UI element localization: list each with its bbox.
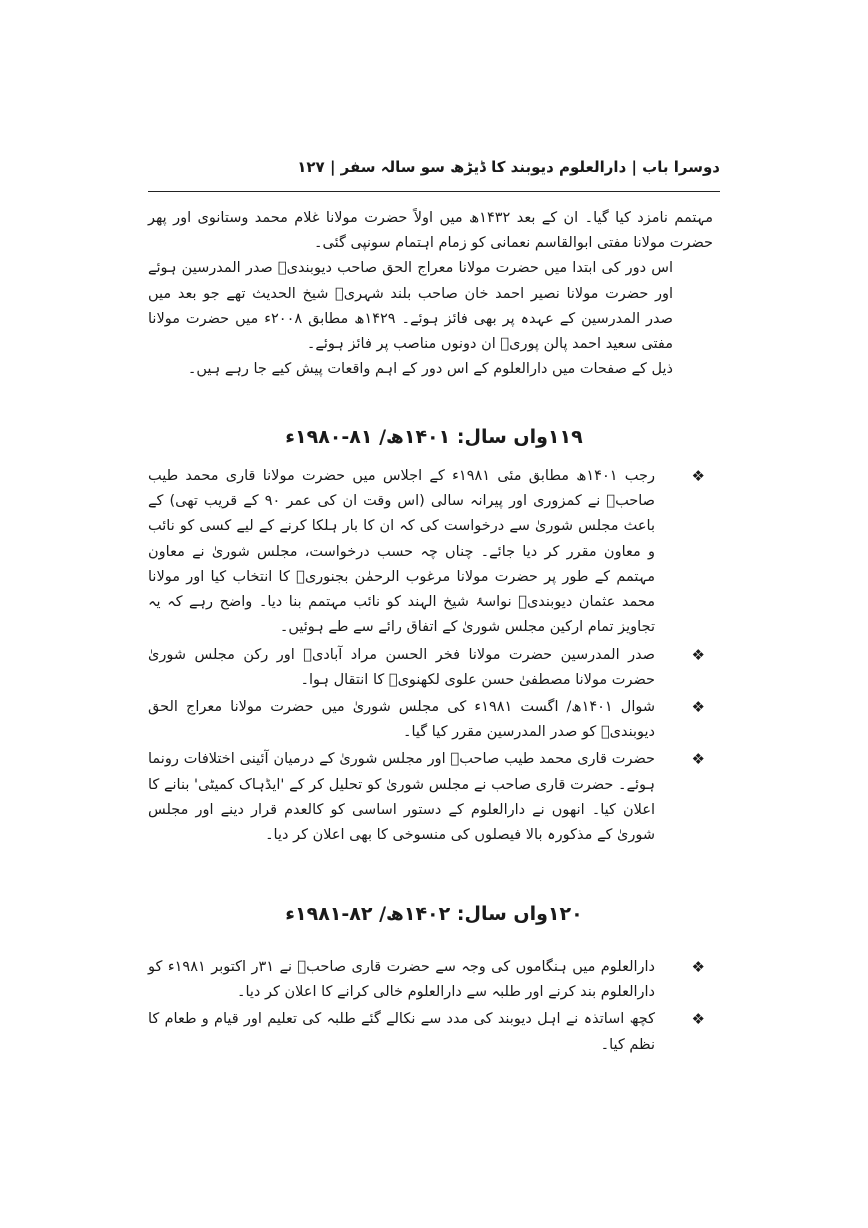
section-120-list — [148, 955, 713, 1060]
bullet-icon: ❖ — [691, 697, 705, 716]
list-item — [148, 955, 713, 1005]
list-item-text: شوال ۱۴۰۱ھ/ اگست ۱۹۸۱ء کی مجلس شوریٰ میں حضرت مولانا معراج الحق دیوبندیؒ کو صدر المدرسین مقرر کیا گیا۔ — [148, 698, 655, 741]
list-item-text: کچھ اساتذہ نے اہل دیوبند کی مدد سے نکالے گئے طلبہ کی تعلیم اور قیام و طعام کا نظم کیا۔ — [148, 1011, 655, 1053]
section-119-list — [148, 464, 713, 850]
list-item-text: رجب ۱۴۰۱ھ مطابق مئی ۱۹۸۱ء کے اجلاس میں حضرت مولانا قاری محمد طیب صاحبؒ نے کمزوری اور پیرانہ سالی (اس وقت ان کی عمر ۹۰ کے قریب تھی) کے باعث مجلس شوریٰ سے درخواست کی کہ ان کا بار ہلکا کرنے کے لیے کسی کو نائب و معاون مقرر کر دیا جائے۔ چناں چہ حسب درخواست، مجلس شوریٰ نے معاون مہتمم کے طور پر حضرت مولانا مرغوب الرحمٰن بجنوریؒ کا انتخاب کیا اور مولانا محمد عثمان دیوبندیؒ نواسۂ شیخ الہند کو نائب مہتمم بنا دیا۔ واضح رہے کہ یہ تجاویز تمام ارکین مجلس شوریٰ کے اتفاق رائے سے طے ہوئیں۔ — [148, 468, 656, 636]
list-item — [148, 1007, 713, 1057]
bullet-icon: ❖ — [691, 645, 705, 664]
intro-paragraph-2: اس دور کی ابتدا میں حضرت مولانا معراج الحق صاحب دیوبندیؒ صدر المدرسین ہوئے اور حضرت مولانا نصیر احمد خان صاحب بلند شہریؒ شیخ الحدیث تھے جو بعد میں صدر المدرسین کے عہدہ پر بھی فائز ہوئے۔ ۱۴۲۹ھ مطابق ۲۰۰۸ء میں حضرت مولانا مفتی سعید احمد پالن پوریؒ ان دونوں مناصب پر فائز ہوئے۔ — [148, 260, 673, 353]
section-title-119: ۱۱۹واں سال: ۱۴۰۱ھ/ ۸۱-۱۹۸۰ء — [285, 426, 583, 448]
intro-text — [148, 206, 713, 383]
bullet-icon: ❖ — [691, 750, 705, 769]
section-title-120: ۱۲۰واں سال: ۱۴۰۲ھ/ ۸۲-۱۹۸۱ء — [285, 903, 583, 925]
running-header-title: دوسرا باب | دارالعلوم دیوبند کا ڈیڑھ سو سالہ سفر | ۱۲۷ — [297, 158, 720, 176]
list-item-text: دارالعلوم میں ہنگاموں کی وجہ سے حضرت قاری صاحبؒ نے ۳۱ر اکتوبر ۱۹۸۱ء کو دارالعلوم بند کرنے اور طلبہ سے دارالعلوم خالی کرانے کا اعلان کر دیا۔ — [148, 959, 655, 1001]
list-item-text: صدر المدرسین حضرت مولانا فخر الحسن مراد آبادیؒ اور رکن مجلس شوریٰ حضرت مولانا مصطفیٰ حسن علوی لکھنویؒ کا انتقال ہوا۔ — [148, 646, 655, 688]
list-item — [148, 464, 713, 641]
bullet-icon: ❖ — [691, 467, 705, 485]
intro-paragraph-3: ذیل کے صفحات میں دارالعلوم کے اس دور کے اہم واقعات پیش کیے جا رہے ہیں۔ — [187, 361, 673, 378]
page-header — [148, 158, 720, 176]
bullet-icon: ❖ — [691, 1010, 705, 1029]
header-rule — [148, 191, 720, 192]
intro-paragraph-1: مہتمم نامزد کیا گیا۔ ان کے بعد ۱۴۳۲ھ میں اولاً حضرت مولانا غلام محمد وستانوی اور پھر حضرت مولانا مفتی ابوالقاسم نعمانی کو زمام اہتمام سونپی گئی۔ — [148, 210, 713, 252]
list-item-text: حضرت قاری محمد طیب صاحبؒ اور مجلس شوریٰ کے درمیان آئینی اختلافات رونما ہوئے۔ حضرت قاری صاحب نے مجلس شوریٰ کو تحلیل کر کے 'ایڈہاک کمیٹی' بنانے کا اعلان کیا۔ انھوں نے دارالعلوم کے دستور اساسی کو کالعدم قرار دینے اور مجلس شوریٰ کے مذکورہ بالا فیصلوں کی منسوخی کا بھی اعلان کر دیا۔ — [148, 751, 655, 844]
list-item — [148, 747, 713, 848]
list-item — [148, 643, 713, 693]
list-item — [148, 695, 713, 745]
bullet-icon: ❖ — [691, 958, 705, 976]
